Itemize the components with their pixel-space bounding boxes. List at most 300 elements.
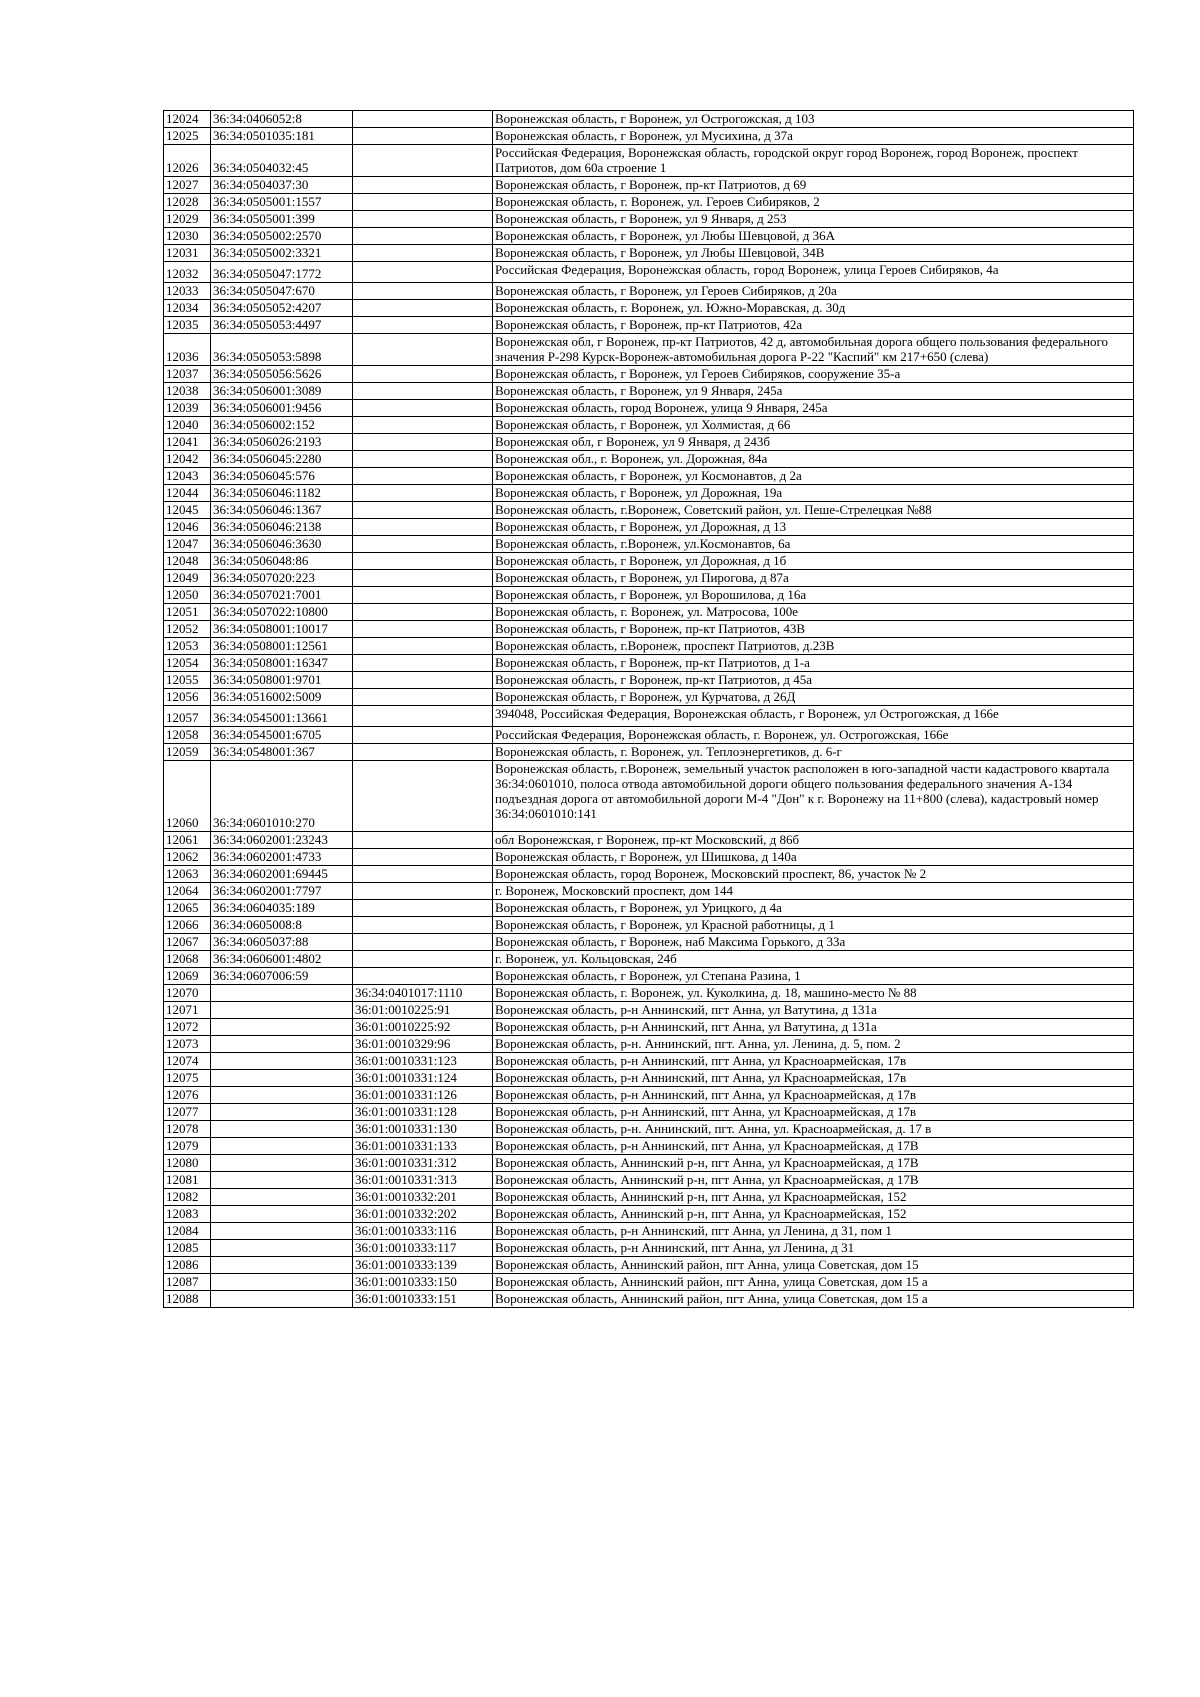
- cadastral-number-alt: 36:01:0010331:313: [353, 1172, 493, 1189]
- table-row: [164, 1172, 1134, 1189]
- cadastral-number: 36:34:0605008:8: [211, 917, 353, 934]
- address: Воронежская обл, г Воронеж, ул 9 Января, д 243б: [493, 434, 1134, 451]
- cadastral-number: 36:34:0506002:152: [211, 417, 353, 434]
- address: Воронежская область, г Воронеж, пр-кт Патриотов, д 45а: [493, 672, 1134, 689]
- cadastral-number-alt: [353, 211, 493, 228]
- address: Воронежская область, г.Воронеж, ул.Космонавтов, 6а: [493, 536, 1134, 553]
- table-row: [164, 519, 1134, 536]
- address: Воронежская область, г Воронеж, ул 9 Января, д 253: [493, 211, 1134, 228]
- table-row: [164, 1240, 1134, 1257]
- table-row: [164, 934, 1134, 951]
- cadastral-number-alt: [353, 968, 493, 985]
- cadastral-number-alt: [353, 621, 493, 638]
- table-row: [164, 968, 1134, 985]
- row-number: 12077: [164, 1104, 211, 1121]
- table-row: [164, 689, 1134, 706]
- row-number: 12080: [164, 1155, 211, 1172]
- address: Воронежская область, г Воронеж, ул Героев Сибиряков, д 20а: [493, 283, 1134, 300]
- address: Воронежская область, г Воронеж, пр-кт Патриотов, д 1-а: [493, 655, 1134, 672]
- address: Воронежская область, г Воронеж, ул Любы Шевцовой, д 36А: [493, 228, 1134, 245]
- table-row: [164, 1036, 1134, 1053]
- cadastral-number-alt: [353, 434, 493, 451]
- address: Воронежская область, р-н. Аннинский, пгт. Анна, ул. Ленина, д. 5, пом. 2: [493, 1036, 1134, 1053]
- cadastral-number-alt: [353, 744, 493, 761]
- row-number: 12058: [164, 727, 211, 744]
- row-number: 12074: [164, 1053, 211, 1070]
- cadastral-number-alt: 36:01:0010331:123: [353, 1053, 493, 1070]
- address: Воронежская область, г Воронеж, ул Степана Разина, 1: [493, 968, 1134, 985]
- cadastral-number-alt: [353, 604, 493, 621]
- registry-body: [164, 111, 1134, 1308]
- cadastral-number-alt: [353, 400, 493, 417]
- table-row: [164, 228, 1134, 245]
- cadastral-number: 36:34:0505053:5898: [211, 334, 353, 366]
- row-number: 12025: [164, 128, 211, 145]
- row-number: 12026: [164, 145, 211, 177]
- cadastral-number-alt: [353, 228, 493, 245]
- row-number: 12059: [164, 744, 211, 761]
- cadastral-number-alt: 36:01:0010331:124: [353, 1070, 493, 1087]
- cadastral-number: 36:34:0505053:4497: [211, 317, 353, 334]
- address: Воронежская область, Аннинский район, пгт Анна, улица Советская, дом 15 а: [493, 1291, 1134, 1308]
- row-number: 12033: [164, 283, 211, 300]
- cadastral-number-alt: [353, 366, 493, 383]
- table-row: [164, 1053, 1134, 1070]
- address: Воронежская область, г Воронеж, ул 9 Января, 245а: [493, 383, 1134, 400]
- cadastral-number-alt: [353, 194, 493, 211]
- cadastral-number-alt: 36:01:0010333:116: [353, 1223, 493, 1240]
- row-number: 12044: [164, 485, 211, 502]
- address: Воронежская область, город Воронеж, Московский проспект, 86, участок № 2: [493, 866, 1134, 883]
- address: Воронежская область, Аннинский р-н, пгт Анна, ул Красноармейская, д 17В: [493, 1172, 1134, 1189]
- cadastral-number-alt: 36:01:0010333:139: [353, 1257, 493, 1274]
- cadastral-number: 36:34:0507020:223: [211, 570, 353, 587]
- cadastral-number-alt: 36:01:0010333:117: [353, 1240, 493, 1257]
- address: Воронежская область, г Воронеж, ул Мусихина, д 37а: [493, 128, 1134, 145]
- table-row: [164, 1002, 1134, 1019]
- address: Воронежская область, г.Воронеж, проспект Патриотов, д.23В: [493, 638, 1134, 655]
- table-row: [164, 1121, 1134, 1138]
- row-number: 12088: [164, 1291, 211, 1308]
- table-row: [164, 177, 1134, 194]
- cadastral-number: 36:34:0508001:12561: [211, 638, 353, 655]
- table-row: [164, 553, 1134, 570]
- cadastral-number: [211, 1274, 353, 1291]
- cadastral-number-alt: 36:01:0010331:312: [353, 1155, 493, 1172]
- table-row: [164, 761, 1134, 832]
- table-row: [164, 951, 1134, 968]
- table-row: [164, 570, 1134, 587]
- registry-table: [163, 110, 1134, 1308]
- table-row: [164, 245, 1134, 262]
- row-number: 12082: [164, 1189, 211, 1206]
- cadastral-number-alt: 36:01:0010331:126: [353, 1087, 493, 1104]
- cadastral-number-alt: [353, 917, 493, 934]
- row-number: 12079: [164, 1138, 211, 1155]
- cadastral-number: 36:34:0501035:181: [211, 128, 353, 145]
- row-number: 12046: [164, 519, 211, 536]
- row-number: 12068: [164, 951, 211, 968]
- table-row: [164, 485, 1134, 502]
- cadastral-number-alt: [353, 262, 493, 283]
- cadastral-number-alt: [353, 689, 493, 706]
- row-number: 12049: [164, 570, 211, 587]
- table-row: [164, 1206, 1134, 1223]
- cadastral-number-alt: [353, 128, 493, 145]
- table-row: [164, 468, 1134, 485]
- row-number: 12069: [164, 968, 211, 985]
- cadastral-number-alt: [353, 468, 493, 485]
- cadastral-number-alt: [353, 485, 493, 502]
- cadastral-number: 36:34:0548001:367: [211, 744, 353, 761]
- row-number: 12065: [164, 900, 211, 917]
- address: Воронежская область, г Воронеж, ул Ворошилова, д 16а: [493, 587, 1134, 604]
- address: Воронежская область, р-н Аннинский, пгт Анна, ул Красноармейская, 17в: [493, 1070, 1134, 1087]
- address: Воронежская область, р-н Аннинский, пгт Анна, ул Красноармейская, 17в: [493, 1053, 1134, 1070]
- row-number: 12041: [164, 434, 211, 451]
- address: Воронежская область, г. Воронеж, ул. Героев Сибиряков, 2: [493, 194, 1134, 211]
- table-row: [164, 744, 1134, 761]
- address: Воронежская область, г Воронеж, пр-кт Патриотов, д 69: [493, 177, 1134, 194]
- cadastral-number: 36:34:0506026:2193: [211, 434, 353, 451]
- address: Воронежская обл, г Воронеж, пр-кт Патриотов, 42 д, автомобильная дорога общего пользования федерального значения Р-298 Курск-Воронеж-автомобильная дорога Р-22 "Каспий" км 217+650 (слева): [493, 334, 1134, 366]
- cadastral-number-alt: [353, 900, 493, 917]
- row-number: 12050: [164, 587, 211, 604]
- address: г. Воронеж, ул. Кольцовская, 24б: [493, 951, 1134, 968]
- cadastral-number-alt: 36:01:0010225:91: [353, 1002, 493, 1019]
- address: Воронежская область, Аннинский район, пгт Анна, улица Советская, дом 15: [493, 1257, 1134, 1274]
- cadastral-number: 36:34:0508001:9701: [211, 672, 353, 689]
- cadastral-number-alt: 36:01:0010333:151: [353, 1291, 493, 1308]
- cadastral-number-alt: [353, 849, 493, 866]
- table-row: [164, 1274, 1134, 1291]
- table-row: [164, 334, 1134, 366]
- cadastral-number: [211, 1172, 353, 1189]
- cadastral-number: [211, 1257, 353, 1274]
- cadastral-number: 36:34:0545001:6705: [211, 727, 353, 744]
- cadastral-number-alt: [353, 951, 493, 968]
- address: Воронежская область, Аннинский р-н, пгт Анна, ул Красноармейская, д 17В: [493, 1155, 1134, 1172]
- table-row: [164, 317, 1134, 334]
- cadastral-number: [211, 1070, 353, 1087]
- cadastral-number-alt: [353, 672, 493, 689]
- table-row: [164, 638, 1134, 655]
- address: Воронежская область, г Воронеж, ул Дорожная, д 1б: [493, 553, 1134, 570]
- table-row: [164, 849, 1134, 866]
- address: Воронежская область, г Воронеж, наб Максима Горького, д 33а: [493, 934, 1134, 951]
- table-row: [164, 262, 1134, 283]
- address: Воронежская область, г Воронеж, ул Любы Шевцовой, 34В: [493, 245, 1134, 262]
- cadastral-number-alt: 36:01:0010332:202: [353, 1206, 493, 1223]
- cadastral-number-alt: 36:01:0010331:128: [353, 1104, 493, 1121]
- row-number: 12087: [164, 1274, 211, 1291]
- cadastral-number: [211, 1206, 353, 1223]
- cadastral-number: 36:34:0604035:189: [211, 900, 353, 917]
- cadastral-number: [211, 1121, 353, 1138]
- cadastral-number-alt: [353, 451, 493, 468]
- cadastral-number-alt: [353, 334, 493, 366]
- row-number: 12076: [164, 1087, 211, 1104]
- row-number: 12073: [164, 1036, 211, 1053]
- row-number: 12083: [164, 1206, 211, 1223]
- cadastral-number-alt: [353, 866, 493, 883]
- address: Воронежская область, р-н Аннинский, пгт Анна, ул Ленина, д 31, пом 1: [493, 1223, 1134, 1240]
- cadastral-number-alt: 36:01:0010329:96: [353, 1036, 493, 1053]
- row-number: 12070: [164, 985, 211, 1002]
- cadastral-number-alt: [353, 832, 493, 849]
- address: Российская Федерация, Воронежская область, городской округ город Воронеж, город Воронеж, проспект Патриотов, дом 60а строение 1: [493, 145, 1134, 177]
- address: Воронежская область, г. Воронеж, ул. Южно-Моравская, д. 30д: [493, 300, 1134, 317]
- table-row: [164, 194, 1134, 211]
- cadastral-number-alt: [353, 502, 493, 519]
- cadastral-number: [211, 1240, 353, 1257]
- table-row: [164, 917, 1134, 934]
- cadastral-number: 36:34:0507021:7001: [211, 587, 353, 604]
- cadastral-number: [211, 1155, 353, 1172]
- address: Воронежская область, г. Воронеж, ул. Куколкина, д. 18, машино-место № 88: [493, 985, 1134, 1002]
- table-row: [164, 434, 1134, 451]
- address: Воронежская обл., г. Воронеж, ул. Дорожная, 84а: [493, 451, 1134, 468]
- cadastral-number: 36:34:0506001:3089: [211, 383, 353, 400]
- cadastral-number-alt: [353, 283, 493, 300]
- cadastral-number: [211, 1291, 353, 1308]
- row-number: 12030: [164, 228, 211, 245]
- cadastral-number: 36:34:0504037:30: [211, 177, 353, 194]
- row-number: 12085: [164, 1240, 211, 1257]
- cadastral-number: 36:34:0506046:1367: [211, 502, 353, 519]
- cadastral-number: 36:34:0602001:7797: [211, 883, 353, 900]
- cadastral-number-alt: [353, 383, 493, 400]
- table-row: [164, 1291, 1134, 1308]
- table-row: [164, 655, 1134, 672]
- address: Воронежская область, г.Воронеж, земельный участок расположен в юго-западной части кадастрового квартала 36:34:0601010, полоса отвода автомобильной дороги общего пользования федерального значения А-134 подъездная дорога от автомобильной дороги М-4 "Дон" к г. Воронежу на 11+800 (слева), кадастровый номер 36:34:0601010:141: [493, 761, 1134, 832]
- row-number: 12047: [164, 536, 211, 553]
- cadastral-number: 36:34:0506046:1182: [211, 485, 353, 502]
- address: Воронежская область, г.Воронеж, Советский район, ул. Пеше-Стрелецкая №88: [493, 502, 1134, 519]
- row-number: 12048: [164, 553, 211, 570]
- cadastral-number-alt: [353, 883, 493, 900]
- cadastral-number: 36:34:0506046:3630: [211, 536, 353, 553]
- address: Воронежская область, г. Воронеж, ул. Матросова, 100е: [493, 604, 1134, 621]
- address: Воронежская область, г Воронеж, ул Урицкого, д 4а: [493, 900, 1134, 917]
- address: Воронежская область, р-н Аннинский, пгт Анна, ул Красноармейская, д 17в: [493, 1104, 1134, 1121]
- row-number: 12031: [164, 245, 211, 262]
- row-number: 12075: [164, 1070, 211, 1087]
- row-number: 12062: [164, 849, 211, 866]
- row-number: 12027: [164, 177, 211, 194]
- cadastral-number: 36:34:0505047:1772: [211, 262, 353, 283]
- address: Воронежская область, г Воронеж, пр-кт Патриотов, 42а: [493, 317, 1134, 334]
- cadastral-number: 36:34:0505052:4207: [211, 300, 353, 317]
- address: Воронежская область, р-н Аннинский, пгт Анна, ул Ватутина, д 131а: [493, 1019, 1134, 1036]
- cadastral-number: 36:34:0508001:16347: [211, 655, 353, 672]
- table-row: [164, 300, 1134, 317]
- cadastral-number-alt: [353, 655, 493, 672]
- cadastral-number: 36:34:0504032:45: [211, 145, 353, 177]
- row-number: 12029: [164, 211, 211, 228]
- row-number: 12071: [164, 1002, 211, 1019]
- table-row: [164, 1257, 1134, 1274]
- cadastral-number: 36:34:0406052:8: [211, 111, 353, 128]
- table-row: [164, 211, 1134, 228]
- cadastral-number: 36:34:0606001:4802: [211, 951, 353, 968]
- row-number: 12043: [164, 468, 211, 485]
- cadastral-number-alt: [353, 587, 493, 604]
- table-row: [164, 1070, 1134, 1087]
- address: Воронежская область, р-н Аннинский, пгт Анна, ул Ленина, д 31: [493, 1240, 1134, 1257]
- cadastral-number-alt: [353, 727, 493, 744]
- cadastral-number-alt: 36:34:0401017:1110: [353, 985, 493, 1002]
- table-row: [164, 502, 1134, 519]
- table-row: [164, 672, 1134, 689]
- cadastral-number-alt: [353, 706, 493, 727]
- cadastral-number: [211, 1138, 353, 1155]
- address: Воронежская область, р-н Аннинский, пгт Анна, ул Ватутина, д 131а: [493, 1002, 1134, 1019]
- address: Воронежская область, р-н Аннинский, пгт Анна, ул Красноармейская, д 17в: [493, 1087, 1134, 1104]
- cadastral-number: [211, 1189, 353, 1206]
- address: Воронежская область, г Воронеж, ул Пирогова, д 87а: [493, 570, 1134, 587]
- cadastral-number: [211, 1223, 353, 1240]
- cadastral-number: 36:34:0602001:4733: [211, 849, 353, 866]
- cadastral-number: 36:34:0506048:86: [211, 553, 353, 570]
- row-number: 12054: [164, 655, 211, 672]
- row-number: 12037: [164, 366, 211, 383]
- address: Воронежская область, г Воронеж, ул Холмистая, д 66: [493, 417, 1134, 434]
- cadastral-number-alt: [353, 519, 493, 536]
- row-number: 12056: [164, 689, 211, 706]
- table-row: [164, 1223, 1134, 1240]
- table-row: [164, 1104, 1134, 1121]
- address: г. Воронеж, Московский проспект, дом 144: [493, 883, 1134, 900]
- table-row: [164, 900, 1134, 917]
- cadastral-number: [211, 1002, 353, 1019]
- address: Воронежская область, г Воронеж, ул Красной работницы, д 1: [493, 917, 1134, 934]
- cadastral-number-alt: [353, 934, 493, 951]
- cadastral-number: [211, 985, 353, 1002]
- row-number: 12063: [164, 866, 211, 883]
- cadastral-number: 36:34:0506001:9456: [211, 400, 353, 417]
- cadastral-number-alt: [353, 761, 493, 832]
- cadastral-number: 36:34:0601010:270: [211, 761, 353, 832]
- row-number: 12061: [164, 832, 211, 849]
- cadastral-number-alt: [353, 177, 493, 194]
- cadastral-number: 36:34:0516002:5009: [211, 689, 353, 706]
- table-row: [164, 1189, 1134, 1206]
- cadastral-number: 36:34:0505002:3321: [211, 245, 353, 262]
- address: Воронежская область, г Воронеж, ул Острогожская, д 103: [493, 111, 1134, 128]
- address: Российская Федерация, Воронежская область, г. Воронеж, ул. Острогожская, 166е: [493, 727, 1134, 744]
- cadastral-number-alt: [353, 145, 493, 177]
- table-row: [164, 604, 1134, 621]
- cadastral-number: 36:34:0506046:2138: [211, 519, 353, 536]
- table-row: [164, 866, 1134, 883]
- table-row: [164, 283, 1134, 300]
- row-number: 12067: [164, 934, 211, 951]
- row-number: 12034: [164, 300, 211, 317]
- cadastral-number: 36:34:0508001:10017: [211, 621, 353, 638]
- address: Воронежская область, Аннинский р-н, пгт Анна, ул Красноармейская, 152: [493, 1206, 1134, 1223]
- cadastral-number-alt: [353, 245, 493, 262]
- table-row: [164, 621, 1134, 638]
- address: 394048, Российская Федерация, Воронежская область, г Воронеж, ул Острогожская, д 166е: [493, 706, 1134, 727]
- table-row: [164, 383, 1134, 400]
- address: Воронежская область, р-н. Аннинский, пгт. Анна, ул. Красноармейская, д. 17 в: [493, 1121, 1134, 1138]
- cadastral-number-alt: [353, 553, 493, 570]
- row-number: 12036: [164, 334, 211, 366]
- table-row: [164, 1138, 1134, 1155]
- row-number: 12066: [164, 917, 211, 934]
- row-number: 12040: [164, 417, 211, 434]
- cadastral-number-alt: 36:01:0010332:201: [353, 1189, 493, 1206]
- table-row: [164, 366, 1134, 383]
- cadastral-number-alt: [353, 300, 493, 317]
- table-row: [164, 883, 1134, 900]
- row-number: 12086: [164, 1257, 211, 1274]
- cadastral-number-alt: [353, 536, 493, 553]
- cadastral-number-alt: [353, 317, 493, 334]
- cadastral-number: 36:34:0505047:670: [211, 283, 353, 300]
- cadastral-number-alt: 36:01:0010333:150: [353, 1274, 493, 1291]
- table-row: [164, 832, 1134, 849]
- row-number: 12038: [164, 383, 211, 400]
- cadastral-number-alt: [353, 638, 493, 655]
- cadastral-number: 36:34:0505001:399: [211, 211, 353, 228]
- cadastral-number-alt: [353, 111, 493, 128]
- cadastral-number-alt: 36:01:0010331:130: [353, 1121, 493, 1138]
- cadastral-number: 36:34:0602001:69445: [211, 866, 353, 883]
- row-number: 12035: [164, 317, 211, 334]
- row-number: 12060: [164, 761, 211, 832]
- address: Воронежская область, г. Воронеж, ул. Теплоэнергетиков, д. 6-г: [493, 744, 1134, 761]
- address: Воронежская область, г Воронеж, пр-кт Патриотов, 43В: [493, 621, 1134, 638]
- table-row: [164, 536, 1134, 553]
- row-number: 12028: [164, 194, 211, 211]
- address: Воронежская область, г Воронеж, ул Дорожная, д 13: [493, 519, 1134, 536]
- table-row: [164, 400, 1134, 417]
- row-number: 12072: [164, 1019, 211, 1036]
- cadastral-number: [211, 1053, 353, 1070]
- cadastral-number: 36:34:0607006:59: [211, 968, 353, 985]
- row-number: 12053: [164, 638, 211, 655]
- row-number: 12055: [164, 672, 211, 689]
- row-number: 12045: [164, 502, 211, 519]
- address: обл Воронежская, г Воронеж, пр-кт Московский, д 86б: [493, 832, 1134, 849]
- address: Воронежская область, г Воронеж, ул Космонавтов, д 2а: [493, 468, 1134, 485]
- address: Воронежская область, город Воронеж, улица 9 Января, 245а: [493, 400, 1134, 417]
- table-row: [164, 1019, 1134, 1036]
- cadastral-number: 36:34:0505002:2570: [211, 228, 353, 245]
- cadastral-number-alt: [353, 570, 493, 587]
- address: Воронежская область, г Воронеж, ул Шишкова, д 140а: [493, 849, 1134, 866]
- cadastral-number: 36:34:0605037:88: [211, 934, 353, 951]
- cadastral-number: 36:34:0506045:2280: [211, 451, 353, 468]
- cadastral-number: 36:34:0506045:576: [211, 468, 353, 485]
- address: Воронежская область, г Воронеж, ул Курчатова, д 26Д: [493, 689, 1134, 706]
- table-row: [164, 706, 1134, 727]
- row-number: 12039: [164, 400, 211, 417]
- address: Воронежская область, Аннинский р-н, пгт Анна, ул Красноармейская, 152: [493, 1189, 1134, 1206]
- cadastral-number-alt: 36:01:0010225:92: [353, 1019, 493, 1036]
- address: Воронежская область, р-н Аннинский, пгт Анна, ул Красноармейская, д 17В: [493, 1138, 1134, 1155]
- row-number: 12084: [164, 1223, 211, 1240]
- cadastral-number-alt: [353, 417, 493, 434]
- row-number: 12081: [164, 1172, 211, 1189]
- table-row: [164, 727, 1134, 744]
- cadastral-number: [211, 1087, 353, 1104]
- table-row: [164, 1155, 1134, 1172]
- table-row: [164, 417, 1134, 434]
- table-row: [164, 111, 1134, 128]
